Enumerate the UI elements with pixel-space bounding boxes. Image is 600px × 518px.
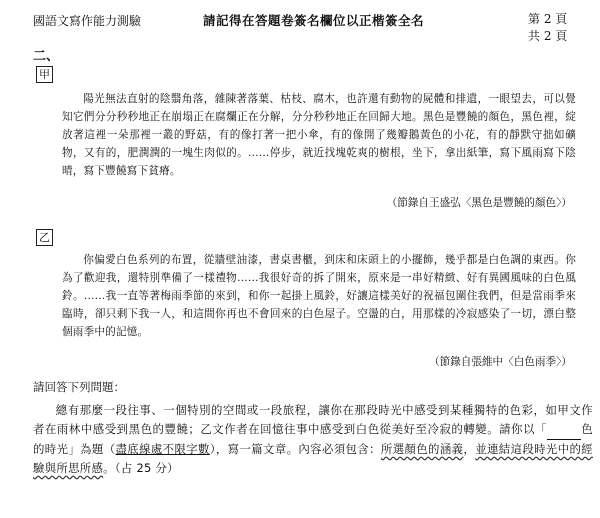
signature-notice: 請記得在答題卷簽名欄位以正楷簽全名	[203, 13, 425, 28]
passage-a-source: （節錄自王盛弘〈黑色是豐饒的顏色〉）	[386, 197, 572, 209]
title-suffix: 色的時光」為題（	[33, 422, 593, 456]
section-label: 二、	[33, 49, 60, 64]
title-blank	[547, 420, 581, 440]
exam-title: 國語文寫作能力測驗	[33, 14, 142, 28]
requirement-2: 並連結這段時光中的經驗與所思所感	[33, 442, 593, 475]
passage-b-text: 你偏愛白色系列的布置，從牆壁油漆，書桌書櫃，到床和床頭上的小擺飾，幾乎都是白色調的東西。你為了歡迎我，還特別準備了一樣禮物……我很好奇的拆了開來，原來是一串好精緻、好有異國風味的白色風鈴。……我一直等著梅雨季節的來到，和你一起掛上風鈴，好讓這樣美好的祝福包圍住我們，但是當雨季來臨時，卻只剩下我一人，和這間你再也不會回來的白色屋子。空盪的白，用那樣的冷寂感染了一切，漂白整個雨季中的記憶。	[62, 254, 576, 338]
score-note: 。（占 25 分）	[103, 461, 179, 475]
page-total: 共 2 頁	[528, 29, 568, 43]
question-intro: 總有那麼一段往事、一個特別的空間或一段旅程，讓你在那段時光中感受到某種獨特的色彩，如甲文作者在雨林中感受到黑色的豐饒；乙文作者在回憶往事中感受到白色從美好至冷寂的轉變。請你以「	[33, 403, 593, 436]
passage-a-text: 陽光無法直射的陰翳角落，雜陳著落葉、枯枝、腐木，也許還有動物的屍體和排遺，一眼望去，可以覺知它們分分秒秒地正在崩塌正在腐爛正在分解，分分秒秒地正在回歸大地。黑色是豐饒的顏色，黑色裡，綻放著這裡一朵那裡一叢的野菇，有的像打著一把小傘，有的像開了幾瓣鵝黃色的小花，有的靜默守拙如礦物，又有的，肥潤潤的一塊生肉似的。……停步，就近找塊乾爽的樹根，坐下，拿出紙筆，寫下風雨寫下陰晴，寫下豐饒寫下貧瘠。	[62, 93, 576, 177]
requirement-1: 所選顏色的涵義	[380, 442, 464, 456]
question-heading: 請回答下列問題：	[33, 380, 125, 394]
passage-b	[62, 251, 576, 341]
passage-b-tag: 乙	[36, 229, 53, 246]
passage-a	[62, 90, 576, 180]
question-prompt	[33, 401, 593, 478]
title-note: 盡底線處不限字數	[115, 442, 210, 456]
page-current: 第 2 頁	[528, 12, 568, 26]
passage-a-tag: 甲	[36, 66, 53, 83]
passage-b-source: （節錄自張維中〈白色雨季〉）	[428, 356, 572, 368]
after-note: ），寫一篇文章。內容必須包含：	[209, 442, 381, 456]
requirement-separator: ，	[463, 442, 476, 456]
